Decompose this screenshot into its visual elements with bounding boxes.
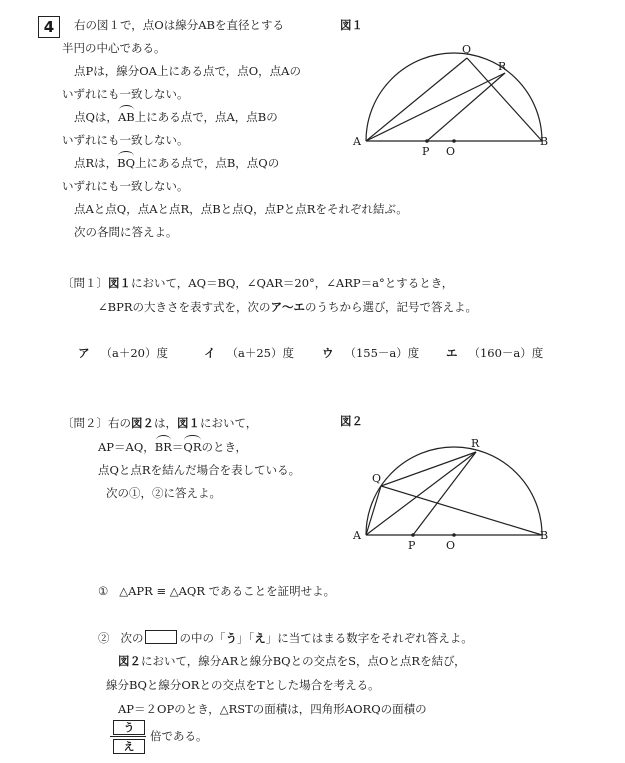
sub1-num: ①	[98, 584, 109, 598]
fig2-label-o: O	[446, 539, 456, 552]
fig1-label-p: P	[422, 145, 430, 158]
figure-1	[366, 53, 542, 141]
q1-label: 〔問１〕	[62, 276, 108, 290]
intro-r-suffix: 上にある点で，点B，点Qの	[135, 156, 280, 170]
fraction-denominator-box: え	[113, 739, 145, 754]
sub2-a: 次の	[120, 631, 144, 645]
fig2-label-b: B	[540, 529, 549, 542]
sub2-line-4: AP＝２OPのとき，△RSTの面積は，四角形AORQの面積の	[118, 702, 427, 716]
sub2-fig2-ref: 図２	[118, 654, 141, 668]
intro-q-line-2: いずれにも一致しない。	[62, 133, 189, 147]
q1-line-2-a: ∠BPRの大きさを表す式を，次の	[98, 300, 271, 314]
intro-q-prefix: 点Qは，	[74, 110, 118, 124]
sub2-b: の中の「	[179, 631, 226, 645]
fig1-label-r: R	[498, 60, 507, 73]
fig1-label-q: Q	[462, 43, 472, 56]
q2-line-2-a: AP＝AQ，	[98, 440, 155, 454]
q2-line-2-b: のとき，	[201, 440, 248, 454]
choice-e-text: （160－a）度	[468, 346, 544, 360]
arc-qr: QR	[183, 440, 202, 454]
fig2-label-p: P	[408, 539, 416, 552]
q1-line-2-c: のうちから選び，記号で答えよ。	[304, 300, 478, 314]
fig2-label-a: A	[353, 529, 361, 542]
choice-i-text: （a＋25）度	[226, 346, 294, 360]
choice-i-key: イ	[204, 346, 216, 360]
fig1-point-p	[425, 139, 429, 143]
q2-line-3: 点Qと点Rを結んだ場合を表している。	[98, 463, 301, 477]
fig2-segment-bq	[381, 486, 542, 535]
arc-ab: AB	[117, 110, 135, 124]
fig2-segment-ar	[366, 452, 476, 535]
choice-e-key: エ	[446, 346, 458, 360]
fig2-point-p	[411, 533, 415, 537]
q2-line-4: 次の①，②に答えよ。	[106, 486, 221, 500]
sub2-line-3: 線分BQと線分ORとの交点をTとした場合を考える。	[106, 678, 380, 692]
q2-eq: ＝	[171, 440, 184, 454]
q2-label: 〔問２〕	[62, 416, 108, 430]
intro-p-line-1: 点Pは，線分OA上にある点で，点O，点Aの	[74, 64, 301, 78]
arc-br: BR	[154, 440, 172, 454]
fig1-label-o: O	[446, 145, 456, 158]
arc-bq: BQ	[117, 156, 136, 170]
q1-line-1-text: において，AQ＝BQ，∠QAR＝20°，∠ARP＝a°とするとき，	[131, 276, 454, 290]
sub2-u: う	[225, 631, 237, 645]
fraction-numerator-box: う	[113, 720, 145, 735]
choice-a-text: （a＋20）度	[100, 346, 168, 360]
intro-connect: 点Aと点Q，点Aと点R，点Bと点Q，点Pと点Rをそれぞれ結ぶ。	[74, 202, 408, 216]
fig2-segment-pr	[413, 452, 476, 535]
fig2-label-q: Q	[372, 472, 382, 485]
q1-line-2-b: ア～エ	[270, 300, 305, 314]
q2-fig2-ref: 図２	[131, 416, 154, 430]
figure-2	[366, 447, 542, 535]
problem-number: 4	[38, 16, 60, 38]
fig2-label-r: R	[471, 437, 480, 450]
intro-line-2: 半円の中心である。	[62, 41, 166, 55]
sub2-c: 」「	[236, 631, 255, 645]
intro-r-line-2: いずれにも一致しない。	[62, 179, 189, 193]
intro-r-prefix: 点Rは，	[74, 156, 118, 170]
fig1-segment-pr	[427, 73, 505, 141]
intro-instruction: 次の各問に答えよ。	[74, 225, 178, 239]
fig1-label-b: B	[540, 135, 549, 148]
fig1-point-o	[452, 139, 456, 143]
choice-u-key: ウ	[322, 346, 334, 360]
sub2-d: 」に当てはまる数字をそれぞれ答えよ。	[265, 631, 473, 645]
intro-q-suffix: 上にある点で，点A，点Bの	[134, 110, 278, 124]
q2-line-1-a: 右の	[108, 416, 131, 430]
fig2-segment-aq	[366, 486, 381, 535]
choice-a-key: ア	[78, 346, 90, 360]
fig2-title: 図２	[340, 414, 363, 428]
q2-line-1-c: は，	[154, 416, 177, 430]
sub2-e: え	[254, 631, 266, 645]
intro-line-1: 右の図１で，点Oは線分ABを直径とする	[74, 18, 284, 32]
sub2-line-2-text: において，線分ARと線分BQとの交点をS，点Oと点Rを結び，	[141, 654, 466, 668]
fig2-point-o	[452, 533, 456, 537]
sub2-num: ②	[98, 631, 110, 645]
q1-fig-ref: 図１	[108, 276, 131, 290]
choice-u-text: （155－a）度	[344, 346, 420, 360]
sub1-text: △APR ≡ △AQR であることを証明せよ。	[119, 584, 336, 598]
fig1-label-a: A	[353, 135, 361, 148]
q2-fig1-ref: 図１	[177, 416, 200, 430]
q2-line-1-e: において，	[200, 416, 258, 430]
fraction-suffix: 倍である。	[150, 729, 208, 743]
intro-p-line-2: いずれにも一致しない。	[62, 87, 189, 101]
fig1-title: 図１	[340, 18, 363, 32]
